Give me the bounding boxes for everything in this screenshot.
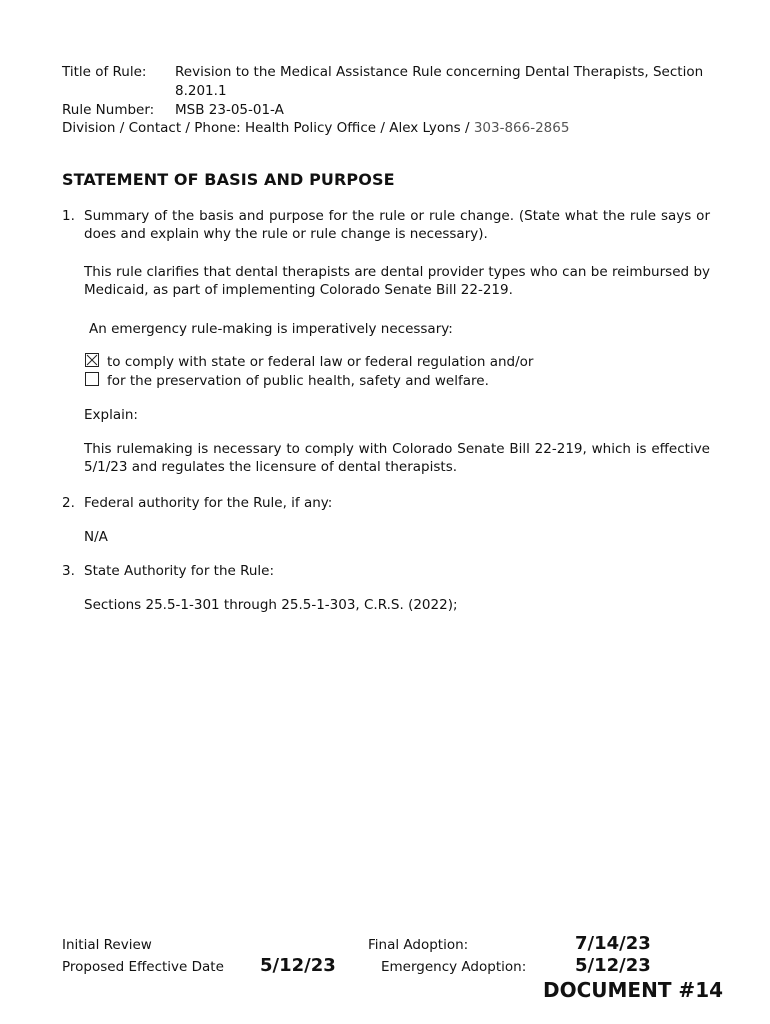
proposed-effective-value: 5/12/23: [260, 955, 336, 976]
contact-phone: 303-866-2865: [473, 120, 570, 136]
checkbox-x-icon: [86, 354, 98, 366]
item-1-number: 1.: [62, 208, 75, 224]
item-3-text: State Authority for the Rule:: [84, 563, 275, 579]
item-2-text: Federal authority for the Rule, if any:: [84, 495, 333, 511]
rule-number-value: MSB 23-05-01-A: [175, 102, 284, 118]
initial-review-label: Initial Review: [62, 937, 152, 953]
explain-text: This rulemaking is necessary to comply with Colorado Senate Bill 22-219, which is effective 5/1/23 and regulates the licensure of dental therapists.: [84, 441, 710, 475]
item-2-body: N/A: [84, 529, 108, 545]
emergency-intro: An emergency rule-making is imperatively necessary:: [89, 321, 453, 337]
statement-heading: STATEMENT OF BASIS AND PURPOSE: [62, 170, 395, 189]
item-1-text: Summary of the basis and purpose for the rule or rule change. (State what the rule says or does and explain why the rule or rule change is necessary).: [84, 208, 710, 242]
emergency-adoption-value: 5/12/23: [575, 955, 651, 976]
proposed-effective-label: Proposed Effective Date: [62, 959, 224, 975]
item-2-number: 2.: [62, 495, 75, 511]
item-3-body: Sections 25.5-1-301 through 25.5-1-303, C.R.S. (2022);: [84, 597, 458, 613]
contact-value: Health Policy Office / Alex Lyons /: [244, 120, 474, 136]
checkbox-public-health-label: for the preservation of public health, safety and welfare.: [107, 373, 489, 389]
contact-line: [62, 119, 569, 137]
rule-number-label: Rule Number:: [62, 102, 155, 118]
document-number: DOCUMENT #14: [543, 978, 724, 1002]
title-of-rule-value-line2: 8.201.1: [175, 83, 227, 99]
checkbox-comply-law-label: to comply with state or federal law or federal regulation and/or: [107, 354, 534, 370]
title-of-rule-value-line1: Revision to the Medical Assistance Rule concerning Dental Therapists, Section: [175, 64, 704, 80]
item-1-body: This rule clarifies that dental therapists are dental provider types who can be reimbursed by Medicaid, as part of implementing Colorado Senate Bill 22-219.: [84, 264, 710, 298]
explain-label: Explain:: [84, 407, 138, 423]
final-adoption-label: Final Adoption:: [368, 937, 469, 953]
checkbox-comply-law[interactable]: [85, 353, 99, 367]
title-of-rule-label: Title of Rule:: [62, 64, 147, 80]
final-adoption-value: 7/14/23: [575, 933, 651, 954]
item-3-number: 3.: [62, 563, 75, 579]
contact-label: Division / Contact / Phone:: [62, 120, 241, 136]
emergency-adoption-label: Emergency Adoption:: [381, 959, 527, 975]
checkbox-public-health[interactable]: [85, 372, 99, 386]
